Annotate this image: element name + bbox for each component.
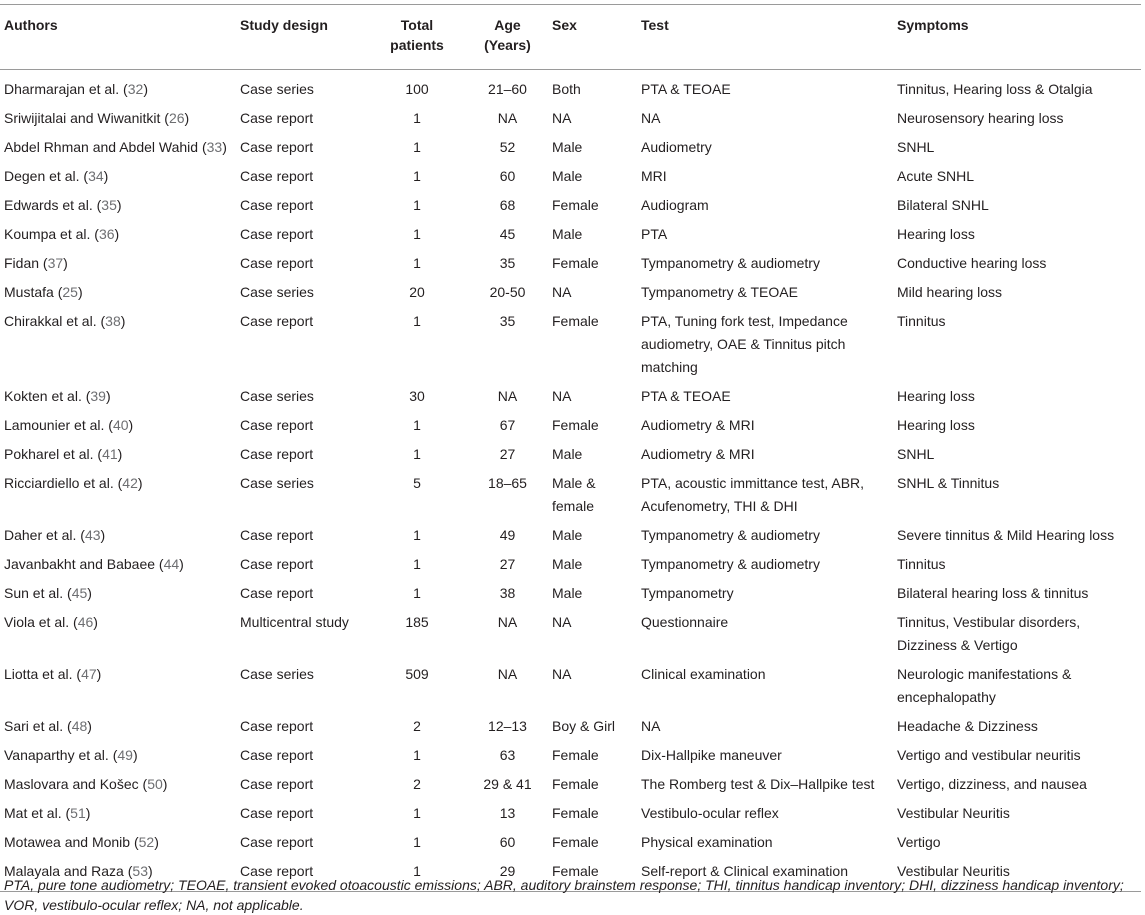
cell-study-design: Case series <box>240 388 314 404</box>
cell-author: Fidan (37) <box>4 255 68 271</box>
cell-sex: Both <box>552 81 581 97</box>
cell-author: Motawea and Monib (52) <box>4 834 159 850</box>
cell-age: 21–60 <box>488 81 527 97</box>
cell-total-patients: 1 <box>413 747 421 763</box>
cell-sex: NA <box>552 110 572 126</box>
reference-link[interactable]: 26 <box>168 110 185 126</box>
cell-study-design: Case report <box>240 747 314 763</box>
cell-age: NA <box>497 110 518 126</box>
cell-total-patients: 100 <box>405 81 429 97</box>
cell-total-patients: 1 <box>413 255 421 271</box>
cell-author: Degen et al. (34) <box>4 168 109 184</box>
cell-author: Ricciardiello et al. (42) <box>4 475 143 491</box>
cell-age: 35 <box>499 313 516 329</box>
reference-link[interactable]: 47 <box>81 666 97 682</box>
cell-total-patients: 1 <box>413 834 421 850</box>
cell-study-design: Case report <box>240 718 314 734</box>
cell-study-design: Case series <box>240 81 314 97</box>
cell-study-design: Case report <box>240 527 314 543</box>
cell-age: 49 <box>499 527 516 543</box>
cell-symptoms: Acute SNHL <box>897 168 975 184</box>
cell-age: 60 <box>499 168 516 184</box>
reference-link[interactable]: 40 <box>112 417 129 433</box>
table-row <box>0 828 1141 857</box>
cell-study-design: Case report <box>240 446 314 462</box>
cell-age: 52 <box>499 139 516 155</box>
reference-link[interactable]: 50 <box>147 776 163 792</box>
table-row <box>0 660 1141 712</box>
reference-link[interactable]: 46 <box>77 614 94 630</box>
cell-symptoms: Mild hearing loss <box>897 284 1003 300</box>
cell-study-design: Case report <box>240 110 314 126</box>
cell-sex: Female <box>552 197 599 213</box>
cell-sex: Female <box>552 255 599 271</box>
cell-symptoms: Bilateral SNHL <box>897 197 989 213</box>
cell-test: MRI <box>641 168 667 184</box>
cell-author: Mat et al. (51) <box>4 805 91 821</box>
table-row <box>0 162 1141 191</box>
cell-symptoms: Hearing loss <box>897 388 975 404</box>
cell-total-patients: 1 <box>413 527 421 543</box>
reference-link[interactable]: 49 <box>117 747 133 763</box>
table-row <box>0 104 1141 133</box>
cell-age: 29 <box>499 863 516 879</box>
cell-total-patients: 1 <box>413 110 421 126</box>
cell-age: NA <box>497 388 518 404</box>
cell-author: Edwards et al. (35) <box>4 197 122 213</box>
author-name: Chirakkal et al. <box>4 313 97 329</box>
cell-age: 29 & 41 <box>483 776 532 792</box>
cell-test: Physical examination <box>641 834 773 850</box>
header-row <box>0 5 1141 70</box>
cell-author: Abdel Rhman and Abdel Wahid (33) <box>4 139 227 155</box>
cell-study-design: Multicentral study <box>240 614 349 630</box>
cell-study-design: Case report <box>240 805 314 821</box>
cell-sex: Boy & Girl <box>552 718 616 734</box>
cell-author: Kokten et al. (39) <box>4 388 111 404</box>
reference-link[interactable]: 36 <box>98 226 115 242</box>
table-row <box>0 440 1141 469</box>
table-row <box>0 220 1141 249</box>
header-age-line2: (Years) <box>484 37 531 53</box>
header-total-patients <box>367 5 467 70</box>
reference-link[interactable]: 39 <box>90 388 106 404</box>
cell-sex: Male <box>552 226 583 242</box>
cell-total-patients: 30 <box>409 388 425 404</box>
cell-age: 18–65 <box>488 475 527 491</box>
cell-age: 20-50 <box>489 284 526 300</box>
author-name: Ricciardiello et al. <box>4 475 114 491</box>
cell-sex: Male <box>552 446 583 462</box>
cell-symptoms: Hearing loss <box>897 417 975 433</box>
cell-test: PTA & TEOAE <box>641 388 731 404</box>
cell-test: PTA & TEOAE <box>641 81 731 97</box>
reference-link[interactable]: 37 <box>47 255 64 271</box>
table-row <box>0 70 1141 105</box>
cell-sex: Male <box>552 527 583 543</box>
cell-sex: Male <box>552 556 583 572</box>
cell-total-patients: 1 <box>413 805 421 821</box>
author-name: Daher et al. <box>4 527 77 543</box>
header-age <box>467 5 548 70</box>
reference-link[interactable]: 45 <box>71 585 88 601</box>
author-name: Lamounier et al. <box>4 417 105 433</box>
reference-link[interactable]: 48 <box>71 718 88 734</box>
cell-symptoms: SNHL & Tinnitus <box>897 475 1000 491</box>
cell-author: Maslovara and Košec (50) <box>4 776 168 792</box>
cell-study-design: Case report <box>240 168 314 184</box>
table-row <box>0 741 1141 770</box>
table-row <box>0 712 1141 741</box>
author-name: Motawea and Monib <box>4 834 131 850</box>
header-sex: Sex <box>552 17 577 33</box>
cell-symptoms: Tinnitus <box>897 313 946 329</box>
cell-total-patients: 1 <box>413 417 421 433</box>
cell-total-patients: 185 <box>405 614 429 630</box>
reference-link[interactable]: 53 <box>132 863 148 879</box>
cell-study-design: Case series <box>240 284 314 300</box>
reference-link[interactable]: 35 <box>101 197 117 213</box>
cell-symptoms: Vertigo <box>897 834 941 850</box>
cell-age: 38 <box>499 585 516 601</box>
cell-author: Sari et al. (48) <box>4 718 92 734</box>
cell-total-patients: 1 <box>413 168 421 184</box>
header-total-line2: patients <box>390 37 444 53</box>
cell-total-patients: 1 <box>413 446 421 462</box>
cell-test: Audiogram <box>641 197 709 213</box>
reference-link[interactable]: 34 <box>88 168 104 184</box>
cell-study-design: Case report <box>240 776 314 792</box>
author-name: Liotta et al. <box>4 666 73 682</box>
reference-link[interactable]: 44 <box>163 556 180 572</box>
cell-test: Vestibulo-ocular reflex <box>641 805 779 821</box>
cell-total-patients: 1 <box>413 139 421 155</box>
cell-author: Viola et al. (46) <box>4 614 98 630</box>
cell-age: 45 <box>499 226 516 242</box>
cell-symptoms: Vestibular Neuritis <box>897 805 1010 821</box>
header-authors: Authors <box>4 17 58 33</box>
table-row <box>0 579 1141 608</box>
author-name: Maslovara and Košec <box>4 776 139 792</box>
table-row <box>0 307 1141 382</box>
cell-sex: NA <box>552 666 572 682</box>
cell-author: Dharmarajan et al. (32) <box>4 81 148 97</box>
cell-total-patients: 5 <box>413 475 421 491</box>
cell-symptoms: Tinnitus, Vestibular disorders, Dizziness & Vertigo <box>897 614 1081 653</box>
cell-test: PTA, acoustic immittance test, ABR, Acufenometry, THI & DHI <box>641 475 865 514</box>
reference-link[interactable]: 32 <box>127 81 144 97</box>
cell-total-patients: 1 <box>413 585 421 601</box>
author-name: Kokten et al. <box>4 388 82 404</box>
cell-symptoms: Neurosensory hearing loss <box>897 110 1064 126</box>
cell-total-patients: 1 <box>413 226 421 242</box>
cell-age: 27 <box>499 446 516 462</box>
cell-total-patients: 1 <box>413 556 421 572</box>
author-name: Javanbakht and Babaee <box>4 556 156 572</box>
cell-total-patients: 20 <box>409 284 425 300</box>
reference-link[interactable]: 43 <box>84 527 101 543</box>
table-footnote: PTA, pure tone audiometry; TEOAE, transient evoked otoacoustic emissions; ABR, auditory brainstem response; THI, tinnitus handicap inventory; DHI, dizziness handicap inventory; VOR, vestibulo-ocular reflex; NA, not applicable. <box>4 877 1124 913</box>
cell-author: Sun et al. (45) <box>4 585 92 601</box>
reference-link[interactable]: 25 <box>62 284 78 300</box>
header-test: Test <box>641 17 669 33</box>
cell-test: Audiometry & MRI <box>641 446 755 462</box>
cell-total-patients: 509 <box>405 666 429 682</box>
reference-link[interactable]: 52 <box>138 834 155 850</box>
cell-test: Audiometry & MRI <box>641 417 755 433</box>
table-row <box>0 249 1141 278</box>
cell-sex: Female <box>552 417 599 433</box>
cell-sex: Male <box>552 585 583 601</box>
cell-symptoms: Vertigo, dizziness, and nausea <box>897 776 1087 792</box>
author-name: Sun et al. <box>4 585 64 601</box>
cell-age: 60 <box>499 834 516 850</box>
cell-author: Mustafa (25) <box>4 284 83 300</box>
cell-test: Clinical examination <box>641 666 766 682</box>
cell-author: Javanbakht and Babaee (44) <box>4 556 184 572</box>
cell-symptoms: SNHL <box>897 446 935 462</box>
cell-author: Chirakkal et al. (38) <box>4 313 126 329</box>
author-name: Fidan <box>4 255 40 271</box>
cell-study-design: Case report <box>240 255 314 271</box>
cell-symptoms: Hearing loss <box>897 226 975 242</box>
reference-link[interactable]: 33 <box>206 139 223 155</box>
cell-test: Tympanometry & audiometry <box>641 527 820 543</box>
cell-sex: Male <box>552 139 583 155</box>
cell-symptoms: Severe tinnitus & Mild Hearing loss <box>897 527 1115 543</box>
cell-symptoms: Headache & Dizziness <box>897 718 1038 734</box>
author-name: Malayala and Raza <box>4 863 124 879</box>
cell-age: 27 <box>499 556 516 572</box>
table-row <box>0 799 1141 828</box>
table-row <box>0 770 1141 799</box>
author-name: Vanaparthy et al. <box>4 747 109 763</box>
cell-test: NA <box>641 718 661 734</box>
author-name: Sari et al. <box>4 718 64 734</box>
table-row <box>0 608 1141 660</box>
cell-age: 63 <box>499 747 516 763</box>
cell-sex: Male <box>552 168 583 184</box>
header-total-line1: Total <box>400 17 434 33</box>
table-row <box>0 191 1141 220</box>
cell-test: NA <box>641 110 661 126</box>
author-name: Pokharel et al. <box>4 446 94 462</box>
cell-study-design: Case report <box>240 834 314 850</box>
reference-link[interactable]: 51 <box>70 805 86 821</box>
table-row <box>0 411 1141 440</box>
author-name: Mat et al. <box>4 805 62 821</box>
cell-sex: NA <box>552 284 572 300</box>
cell-sex: Female <box>552 747 599 763</box>
author-name: Dharmarajan et al. <box>4 81 120 97</box>
cell-sex: NA <box>552 388 572 404</box>
cell-symptoms: Tinnitus, Hearing loss & Otalgia <box>897 81 1093 97</box>
cell-author: Pokharel et al. (41) <box>4 446 123 462</box>
cell-total-patients: 1 <box>413 197 421 213</box>
cell-test: Self-report & Clinical examination <box>641 863 848 879</box>
author-name: Mustafa <box>4 284 54 300</box>
cell-symptoms: Tinnitus <box>897 556 946 572</box>
cell-study-design: Case series <box>240 666 314 682</box>
table-header <box>0 5 1141 70</box>
cell-age: 12–13 <box>488 718 527 734</box>
cell-author: Malayala and Raza (53) <box>4 863 153 879</box>
author-name: Sriwijitalai and Wiwanitkit <box>4 110 161 126</box>
cell-total-patients: 1 <box>413 313 421 329</box>
cell-total-patients: 1 <box>413 863 421 879</box>
table-row <box>0 278 1141 307</box>
cell-sex: Female <box>552 863 599 879</box>
reference-link[interactable]: 42 <box>122 475 138 491</box>
reference-link[interactable]: 38 <box>105 313 121 329</box>
cell-sex: Female <box>552 776 599 792</box>
cell-study-design: Case report <box>240 417 314 433</box>
cell-age: NA <box>497 614 518 630</box>
author-name: Viola et al. <box>4 614 70 630</box>
author-name: Edwards et al. <box>4 197 93 213</box>
table-row <box>0 133 1141 162</box>
cell-study-design: Case series <box>240 475 314 491</box>
cell-test: Tympanometry <box>641 585 734 601</box>
cell-sex: Female <box>552 834 599 850</box>
cell-test: PTA, Tuning fork test, Impedance audiometry, OAE & Tinnitus pitch matching <box>641 313 848 375</box>
cell-sex: Male & female <box>552 475 596 514</box>
table-row <box>0 469 1141 521</box>
cell-test: PTA <box>641 226 668 242</box>
header-age-line1: Age <box>494 17 521 33</box>
cell-age: 68 <box>499 197 516 213</box>
cell-study-design: Case report <box>240 226 314 242</box>
cell-symptoms: SNHL <box>897 139 935 155</box>
cell-study-design: Case report <box>240 197 314 213</box>
cell-author: Liotta et al. (47) <box>4 666 102 682</box>
cell-age: 35 <box>499 255 516 271</box>
cell-study-design: Case report <box>240 313 314 329</box>
cell-age: NA <box>497 666 518 682</box>
table-row <box>0 521 1141 550</box>
cell-symptoms: Conductive hearing loss <box>897 255 1047 271</box>
cell-age: 13 <box>499 805 516 821</box>
cell-symptoms: Bilateral hearing loss & tinnitus <box>897 585 1089 601</box>
table-row <box>0 382 1141 411</box>
cell-total-patients: 2 <box>413 776 421 792</box>
header-symptoms: Symptoms <box>897 17 969 33</box>
cell-study-design: Case report <box>240 585 314 601</box>
cell-test: Dix-Hallpike maneuver <box>641 747 782 763</box>
cell-author: Vanaparthy et al. (49) <box>4 747 138 763</box>
cell-author: Lamounier et al. (40) <box>4 417 134 433</box>
cell-study-design: Case report <box>240 139 314 155</box>
cell-age: 67 <box>499 417 516 433</box>
studies-table <box>0 4 1141 892</box>
reference-link[interactable]: 41 <box>102 446 118 462</box>
cell-symptoms: Vertigo and vestibular neuritis <box>897 747 1081 763</box>
cell-test: Tympanometry & audiometry <box>641 556 820 572</box>
cell-author: Daher et al. (43) <box>4 527 106 543</box>
author-name: Koumpa et al. <box>4 226 91 242</box>
header-study-design: Study design <box>240 17 328 33</box>
cell-test: Audiometry <box>641 139 712 155</box>
cell-symptoms: Neurologic manifestations & encephalopathy <box>897 666 1072 705</box>
author-name: Abdel Rhman and Abdel Wahid <box>4 139 199 155</box>
cell-test: Tympanometry & TEOAE <box>641 284 798 300</box>
cell-test: Questionnaire <box>641 614 729 630</box>
cell-test: Tympanometry & audiometry <box>641 255 820 271</box>
author-name: Degen et al. <box>4 168 80 184</box>
table-body <box>0 70 1141 892</box>
cell-total-patients: 2 <box>413 718 421 734</box>
cell-sex: Female <box>552 313 599 329</box>
cell-symptoms: Vestibular Neuritis <box>897 863 1010 879</box>
cell-test: The Romberg test & Dix–Hallpike test <box>641 776 875 792</box>
cell-sex: NA <box>552 614 572 630</box>
cell-study-design: Case report <box>240 863 314 879</box>
cell-author: Sriwijitalai and Wiwanitkit (26) <box>4 110 190 126</box>
cell-sex: Female <box>552 805 599 821</box>
cell-study-design: Case report <box>240 556 314 572</box>
cell-author: Koumpa et al. (36) <box>4 226 120 242</box>
table-row <box>0 550 1141 579</box>
